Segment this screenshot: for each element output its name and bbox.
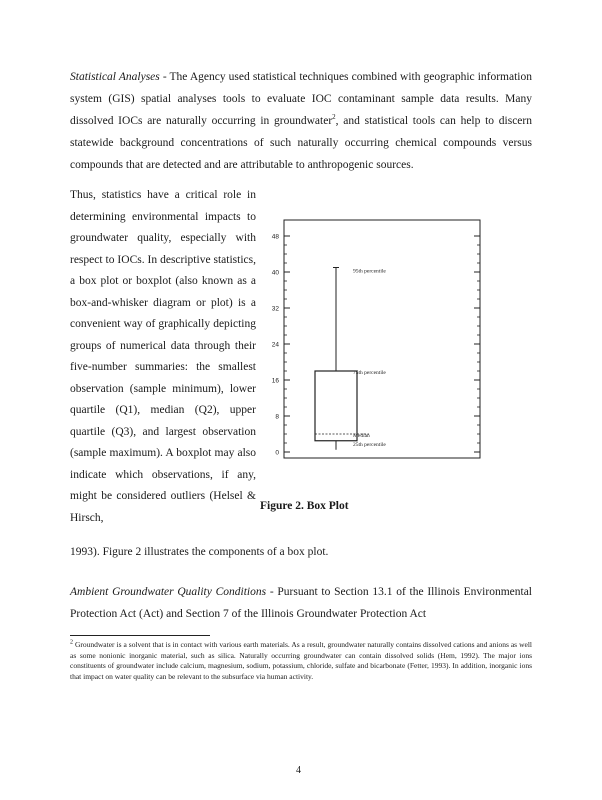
y-tick-label: 0 bbox=[275, 449, 279, 457]
footnote bbox=[70, 640, 532, 682]
footnote-divider bbox=[70, 635, 210, 636]
y-tick-label: 24 bbox=[271, 341, 279, 349]
paragraph-text: , and statistical tools can help to discern statewide background concentrations of such naturally occurring chemical compounds versus compounds that are detected and are attributable to anthropogenic sources. bbox=[70, 115, 532, 171]
annotation-25th-percentile: 25th percentile bbox=[353, 441, 386, 448]
annotation-95th-percentile: 95th percentile bbox=[353, 268, 386, 275]
paragraph-statistical-analyses bbox=[70, 66, 532, 176]
paragraph-ambient-groundwater bbox=[70, 581, 532, 625]
footnote-reference[interactable]: 2 bbox=[332, 113, 336, 122]
y-tick-label: 48 bbox=[271, 233, 279, 241]
footnote-number: 2 bbox=[70, 639, 73, 646]
paragraph-text: - The Agency used statistical techniques combined with geographic information system (GIS) spatial analyses tools to evaluate IOC contaminant sample data results. Many dissolved IOCs are naturally occurring in groundwater bbox=[70, 71, 532, 127]
footnote-text: Groundwater is a solvent that is in contact with various earth materials. As a result, groundwater naturally contains dissolved cations and anions as well as some nonionic inorganic material, such as silica. Naturally occurring groundwater can contain dissolved solids (Hem, 1992). The major ions constituents of groundwater include calcium, magnesium, sodium, potassium, chloride, sulfate and bicarbonate (Fetter, 1993). In addition, inorganic ions that impact on water quality can be relevant to the subsurface via human activity. bbox=[70, 640, 532, 681]
figure-box-plot bbox=[258, 206, 540, 506]
y-tick-label: 40 bbox=[271, 269, 279, 277]
paragraph-continuation: 1993). Figure 2 illustrates the components of a box plot. bbox=[70, 546, 329, 558]
annotation-median: Median bbox=[353, 433, 370, 439]
y-tick-label: 16 bbox=[271, 377, 279, 385]
y-tick-label: 32 bbox=[271, 305, 279, 313]
box-plot-chart bbox=[258, 206, 540, 506]
y-tick-label: 8 bbox=[275, 413, 279, 421]
box-q1-q3 bbox=[315, 371, 357, 441]
page-number: 4 bbox=[296, 765, 301, 776]
section-lead-ambient-groundwater: Ambient Groundwater Quality Conditions bbox=[70, 586, 267, 598]
paragraph-box-plot-description: Thus, statistics have a critical role in determining environmental impacts to groundwater quality, especially with respect to IOCs. In descriptive statistics, a box plot or boxplot (also known as a box-and-whisker diagram or plot) is a convenient way of graphically depicting groups of numerical data through their five-number summaries: the smallest observation (sample minimum), lower quartile (Q1), median (Q2), upper quartile (Q3), and largest observation (sample maximum). A boxplot may also indicate which observations, if any, might be considered outliers (Helsel & Hirsch, bbox=[70, 189, 256, 524]
plot-frame bbox=[284, 220, 480, 458]
figure-caption: Figure 2. Box Plot bbox=[260, 500, 349, 512]
section-lead-statistical-analyses: Statistical Analyses bbox=[70, 71, 160, 83]
annotation-75th-percentile: 75th percentile bbox=[353, 370, 386, 376]
paragraph-text: - Pursuant to Section 13.1 of the Illinois Environmental Protection Act (Act) and Section 7 of the Illinois Groundwater Protection Act bbox=[70, 586, 532, 620]
